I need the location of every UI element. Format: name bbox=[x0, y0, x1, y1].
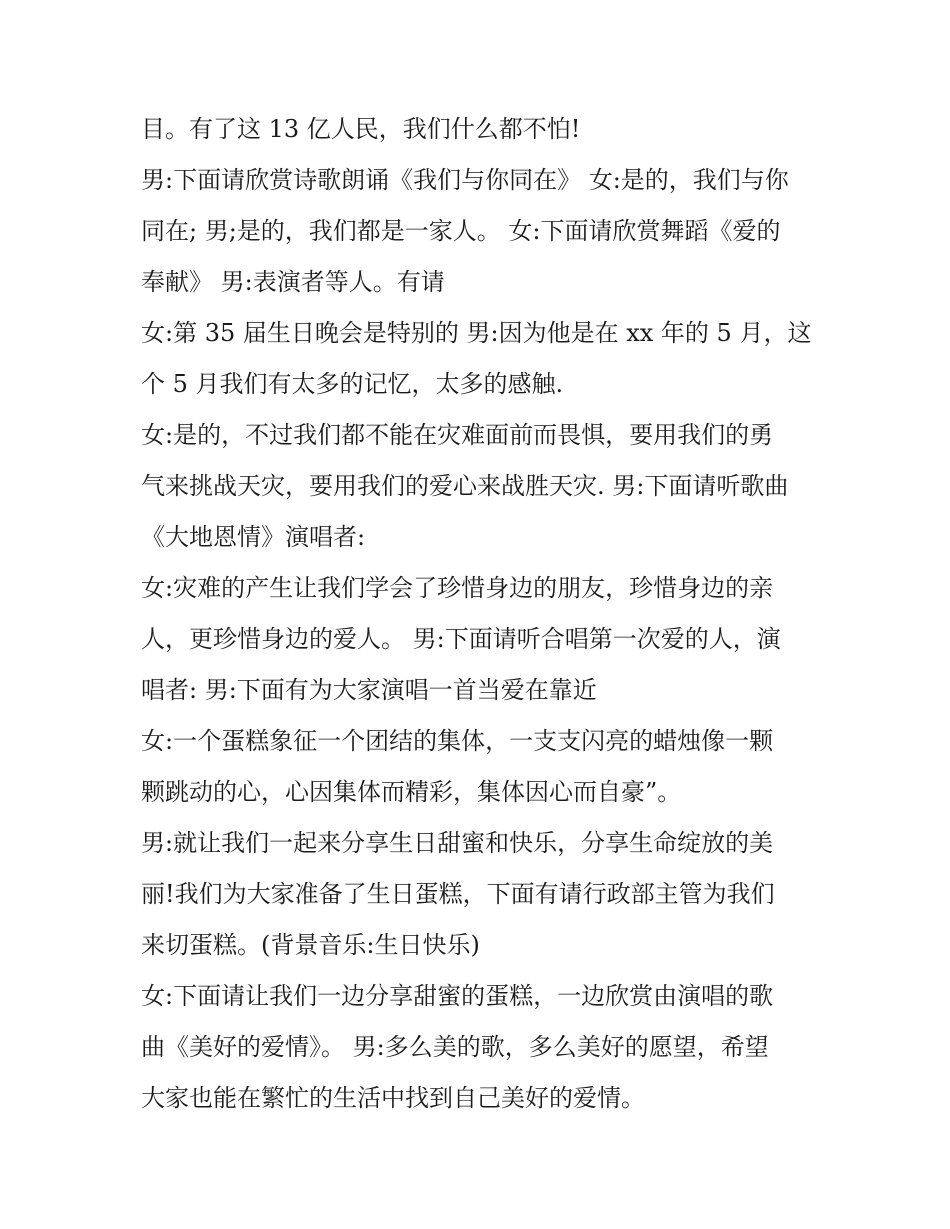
text-line: 个 5 月我们有太多的记忆，太多的感触. bbox=[141, 370, 564, 398]
text-line: 奉献》 男:表演者等人。有请 bbox=[141, 268, 445, 296]
text-line: 男:下面请欣赏诗歌朗诵《我们与你同在》 女:是的，我们与你 bbox=[141, 166, 789, 194]
text-line: 女:下面请让我们一边分享甜蜜的蛋糕，一边欣赏由演唱的歌 bbox=[141, 982, 774, 1010]
text-line: 女:是的，不过我们都不能在灾难面前而畏惧，要用我们的勇 bbox=[141, 421, 774, 449]
text-line: 丽!我们为大家准备了生日蛋糕，下面有请行政部主管为我们 bbox=[141, 880, 775, 908]
text-line: 人，更珍惜身边的爱人。 男:下面请听合唱第一次爱的人，演 bbox=[141, 625, 781, 653]
text-line: 唱者: 男:下面有为大家演唱一首当爱在靠近 bbox=[141, 676, 597, 704]
text-line: 女:一个蛋糕象征一个团结的集体，一支支闪亮的蜡烛像一颗 bbox=[141, 727, 774, 755]
text-line: 《大地恩情》演唱者: bbox=[141, 523, 366, 551]
text-line: 气来挑战天灾，要用我们的爱心来战胜天灾. 男:下面请听歌曲 bbox=[141, 472, 789, 500]
text-line: 女:灾难的产生让我们学会了珍惜身边的朋友，珍惜身边的亲 bbox=[141, 574, 774, 602]
document-body bbox=[141, 104, 821, 1124]
text-line: 曲《美好的爱情》。 男:多么美的歌，多么美好的愿望，希望 bbox=[141, 1033, 769, 1061]
text-line: 来切蛋糕。(背景音乐:生日快乐) bbox=[141, 931, 480, 959]
text-line: 男:就让我们一起来分享生日甜蜜和快乐，分享生命绽放的美 bbox=[141, 829, 774, 857]
text-line: 女:第 35 届生日晚会是特别的 男:因为他是在 xx 年的 5 月，这 bbox=[141, 319, 812, 347]
text-line: 颗跳动的心，心因集体而精彩，集体因心而自豪”。 bbox=[141, 778, 682, 806]
text-line: 大家也能在繁忙的生活中找到自己美好的爱情。 bbox=[141, 1084, 645, 1112]
text-line: 同在; 男;是的，我们都是一家人。 女:下面请欣赏舞蹈《爱的 bbox=[141, 217, 781, 245]
text-line: 目。有了这 13 亿人民，我们什么都不怕! bbox=[141, 115, 581, 143]
